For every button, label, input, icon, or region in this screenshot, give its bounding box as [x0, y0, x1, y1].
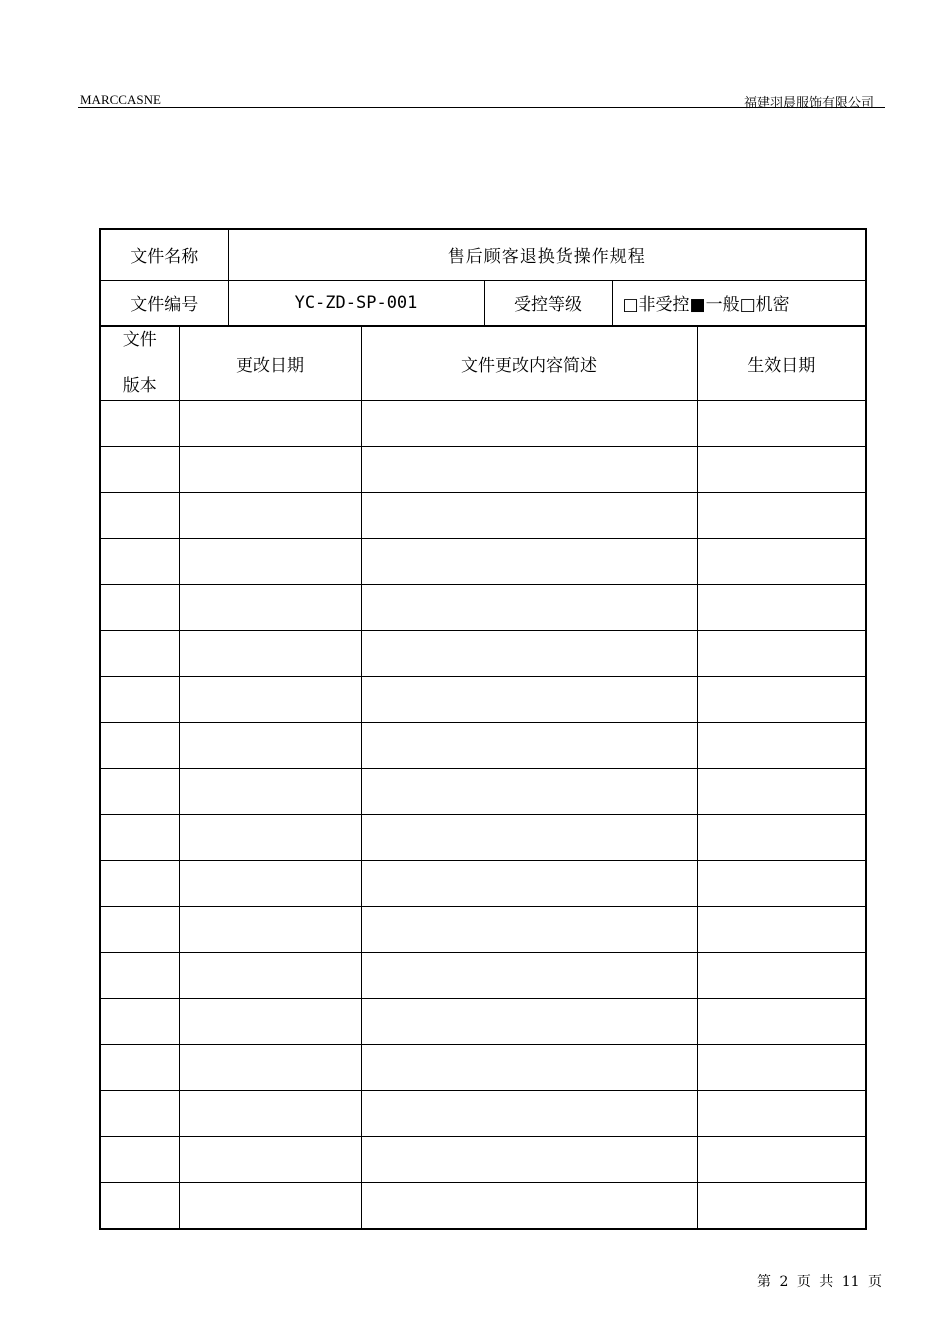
table-cell [361, 907, 697, 953]
table-cell [100, 1045, 179, 1091]
table-cell [179, 953, 361, 999]
table-cell [361, 723, 697, 769]
table-row [100, 493, 866, 539]
table-cell [179, 1137, 361, 1183]
table-cell [361, 585, 697, 631]
table-cell [179, 539, 361, 585]
table-cell [100, 723, 179, 769]
table-cell [697, 723, 866, 769]
control-level-label: 受控等级 [484, 280, 612, 326]
table-cell [361, 447, 697, 493]
table-cell [697, 1183, 866, 1230]
table-cell [697, 999, 866, 1045]
table-cell [179, 1091, 361, 1137]
table-cell [100, 999, 179, 1045]
table-cell [697, 769, 866, 815]
table-row [100, 999, 866, 1045]
table-cell [100, 907, 179, 953]
header-rule [78, 107, 885, 108]
table-cell [100, 539, 179, 585]
document-info-table [99, 228, 867, 327]
table-cell [361, 631, 697, 677]
table-cell [697, 1045, 866, 1091]
table-cell [100, 815, 179, 861]
table-cell [100, 585, 179, 631]
table-row [100, 401, 866, 447]
table-cell [697, 815, 866, 861]
table-cell [179, 999, 361, 1045]
table-cell [179, 907, 361, 953]
table-row [100, 677, 866, 723]
revision-history-table [99, 325, 867, 1230]
table-cell [100, 953, 179, 999]
table-cell [361, 815, 697, 861]
table-row [100, 723, 866, 769]
table-cell [697, 447, 866, 493]
table-cell [361, 493, 697, 539]
table-row [100, 769, 866, 815]
table-cell [179, 493, 361, 539]
table-row [100, 1137, 866, 1183]
table-cell [697, 585, 866, 631]
table-cell [179, 815, 361, 861]
table-row [100, 1045, 866, 1091]
table-cell [100, 401, 179, 447]
header-company: 福建羽晨服饰有限公司 [743, 96, 874, 111]
table-cell [100, 1183, 179, 1230]
table-cell [361, 1137, 697, 1183]
table-cell [697, 493, 866, 539]
column-header-version-line2: 版本 [122, 376, 157, 396]
table-cell [179, 1183, 361, 1230]
table-row [100, 861, 866, 907]
table-cell [361, 401, 697, 447]
table-row [100, 447, 866, 493]
table-cell [361, 1183, 697, 1230]
table-row [100, 815, 866, 861]
document-number-value: YC-ZD-SP-001 [228, 280, 484, 326]
table-cell [697, 539, 866, 585]
table-row [100, 907, 866, 953]
control-level-value: □非受控■一般□机密 [612, 280, 866, 326]
table-cell [361, 861, 697, 907]
table-cell [179, 447, 361, 493]
table-cell [697, 677, 866, 723]
table-cell [361, 677, 697, 723]
document-name-label: 文件名称 [100, 229, 228, 280]
table-cell [100, 1137, 179, 1183]
table-cell [361, 953, 697, 999]
table-cell [179, 723, 361, 769]
column-header-version-line1: 文件 [122, 330, 157, 350]
document-title: 售后顾客退换货操作规程 [228, 229, 866, 280]
table-cell [697, 631, 866, 677]
table-cell [697, 401, 866, 447]
column-header-effective-date: 生效日期 [697, 326, 866, 401]
table-cell [179, 401, 361, 447]
column-header-summary: 文件更改内容简述 [361, 326, 697, 401]
header-brand: MARCCASNE [80, 92, 161, 107]
table-cell [100, 631, 179, 677]
table-cell [100, 1091, 179, 1137]
document-number-label: 文件编号 [100, 280, 228, 326]
table-cell [361, 1045, 697, 1091]
table-cell [100, 861, 179, 907]
table-cell [697, 907, 866, 953]
page-number: 第 2 页 共 11 页 [757, 1274, 882, 1290]
table-cell [361, 769, 697, 815]
table-row [100, 585, 866, 631]
table-cell [100, 447, 179, 493]
table-cell [179, 585, 361, 631]
table-cell [179, 861, 361, 907]
table-cell [179, 769, 361, 815]
table-cell [179, 677, 361, 723]
table-cell [361, 539, 697, 585]
table-cell [697, 953, 866, 999]
table-row [100, 539, 866, 585]
table-cell [361, 999, 697, 1045]
table-cell [361, 1091, 697, 1137]
revision-rows [100, 401, 866, 1230]
table-cell [179, 1045, 361, 1091]
table-row [100, 1183, 866, 1230]
table-row [100, 953, 866, 999]
table-row [100, 1091, 866, 1137]
table-cell [100, 493, 179, 539]
table-row [100, 631, 866, 677]
table-cell [697, 1091, 866, 1137]
table-cell [697, 861, 866, 907]
table-cell [179, 631, 361, 677]
column-header-date: 更改日期 [179, 326, 361, 401]
table-cell [100, 769, 179, 815]
column-header-version [100, 326, 179, 401]
table-cell [100, 677, 179, 723]
revision-header-row [100, 326, 866, 401]
table-cell [697, 1137, 866, 1183]
